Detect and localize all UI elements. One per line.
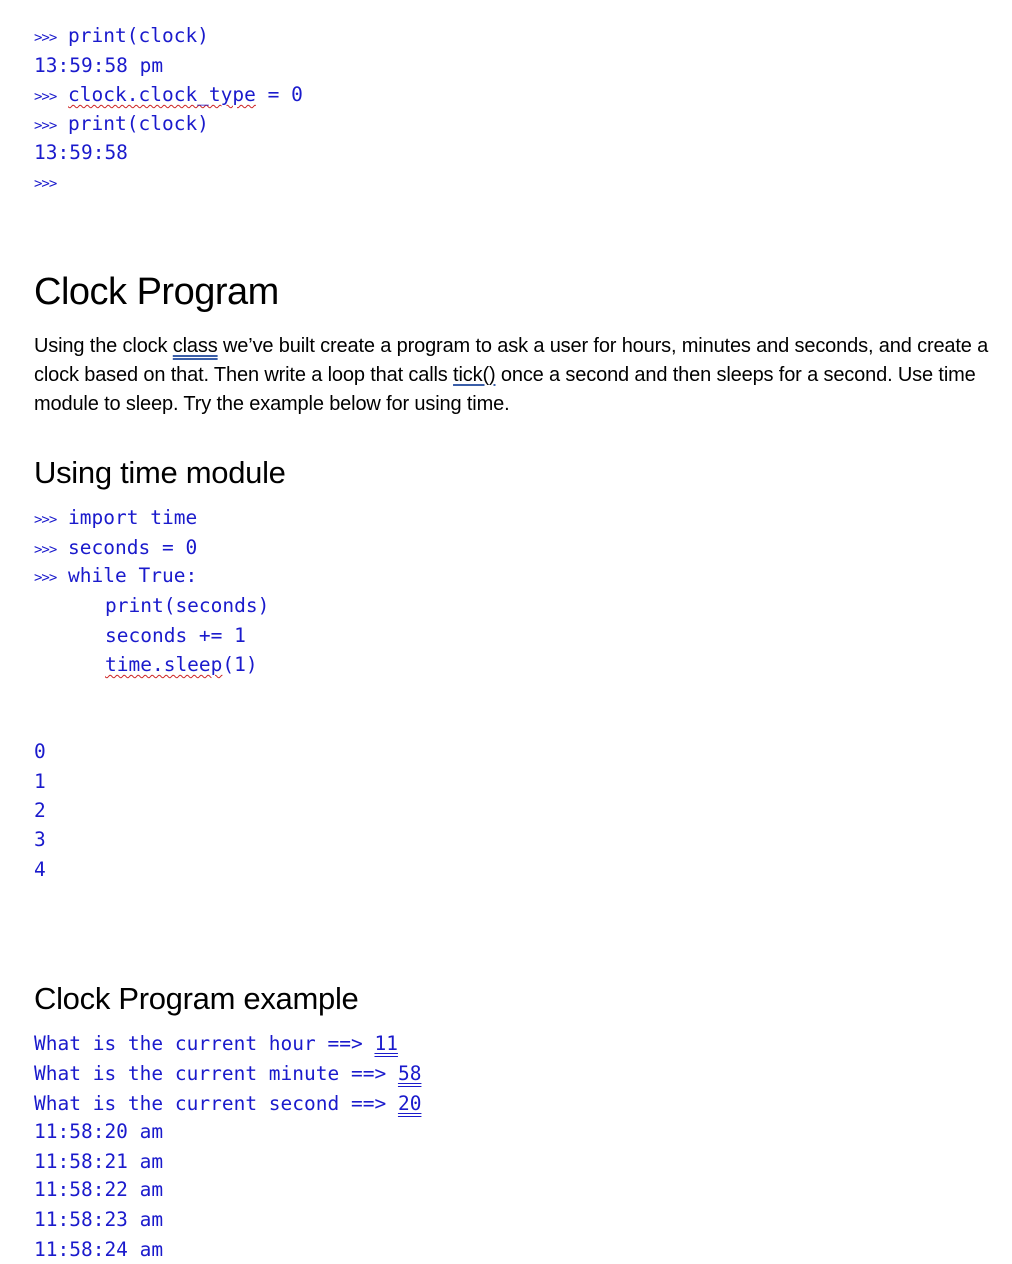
- prompt-line: [34, 1064, 421, 1084]
- output-line: 3: [34, 828, 46, 851]
- clock-output-line: 11:58:21 am: [34, 1150, 164, 1173]
- section-heading-time-module: Using time module: [34, 455, 286, 490]
- paragraph-term-tick: tick(): [453, 364, 496, 386]
- repl-prompt: >>>: [34, 176, 57, 192]
- output-line: 2: [34, 799, 46, 822]
- repl-line: [34, 85, 303, 107]
- code-line-indented: [105, 655, 258, 675]
- code-line: [34, 508, 197, 530]
- code-args: (1): [222, 653, 258, 676]
- prompt-line: [34, 1034, 398, 1054]
- prompt-text: What is the current hour ==>: [34, 1032, 375, 1055]
- code-line: [34, 538, 197, 560]
- prompt-answer: 11: [374, 1032, 398, 1055]
- paragraph-text: once a second and then sleeps for a second. Use time module to sleep. Try the example below for using time.: [34, 364, 976, 415]
- paragraph-term-class: class: [172, 335, 218, 357]
- repl-line: [34, 172, 56, 194]
- section-heading-clock-example: Clock Program example: [34, 981, 359, 1016]
- code-line: [34, 566, 197, 588]
- prompt-line: [34, 1094, 421, 1114]
- paragraph-text: Using the clock: [34, 335, 173, 357]
- repl-code: print(clock): [68, 24, 209, 47]
- clock-output-line: 11:58:24 am: [34, 1238, 164, 1261]
- repl-prompt: >>>: [34, 542, 57, 558]
- repl-prompt: >>>: [34, 30, 57, 46]
- repl-code: = 0: [255, 83, 303, 106]
- clock-output-line: 11:58:20 am: [34, 1120, 164, 1143]
- instructions-paragraph: [34, 332, 994, 419]
- repl-line: [34, 26, 209, 48]
- code-call-sleep: time.sleep: [105, 653, 223, 676]
- code-text: seconds = 0: [68, 536, 198, 559]
- repl-code-attr: clock.clock_type: [68, 83, 256, 106]
- prompt-answer: 58: [397, 1062, 422, 1085]
- repl-line: [34, 114, 209, 136]
- output-line: 1: [34, 770, 46, 793]
- repl-prompt: >>>: [34, 570, 57, 586]
- output-line: 0: [34, 740, 46, 763]
- clock-output-line: 11:58:22 am: [34, 1178, 164, 1201]
- prompt-text: What is the current minute ==>: [34, 1062, 398, 1085]
- repl-prompt: >>>: [34, 118, 57, 134]
- code-text: import time: [68, 506, 198, 529]
- prompt-answer: 20: [397, 1092, 422, 1115]
- code-line-indented: print(seconds): [105, 594, 270, 617]
- repl-prompt: >>>: [34, 89, 57, 105]
- section-heading-clock-program: Clock Program: [34, 271, 279, 313]
- paragraph-text: we’ve built create a program to ask a user for hours, minutes and seconds, and create a clock based on that. Then write a loop that calls: [34, 335, 989, 386]
- prompt-text: What is the current second ==>: [34, 1092, 398, 1115]
- repl-output: 13:59:58 pm: [34, 54, 164, 77]
- code-line-indented: seconds += 1: [105, 624, 246, 647]
- repl-code: print(clock): [68, 112, 209, 135]
- repl-prompt: >>>: [34, 512, 57, 528]
- code-text: while True:: [68, 564, 198, 587]
- clock-output-line: 11:58:23 am: [34, 1208, 164, 1231]
- output-line: 4: [34, 858, 46, 881]
- repl-output: 13:59:58: [34, 141, 128, 164]
